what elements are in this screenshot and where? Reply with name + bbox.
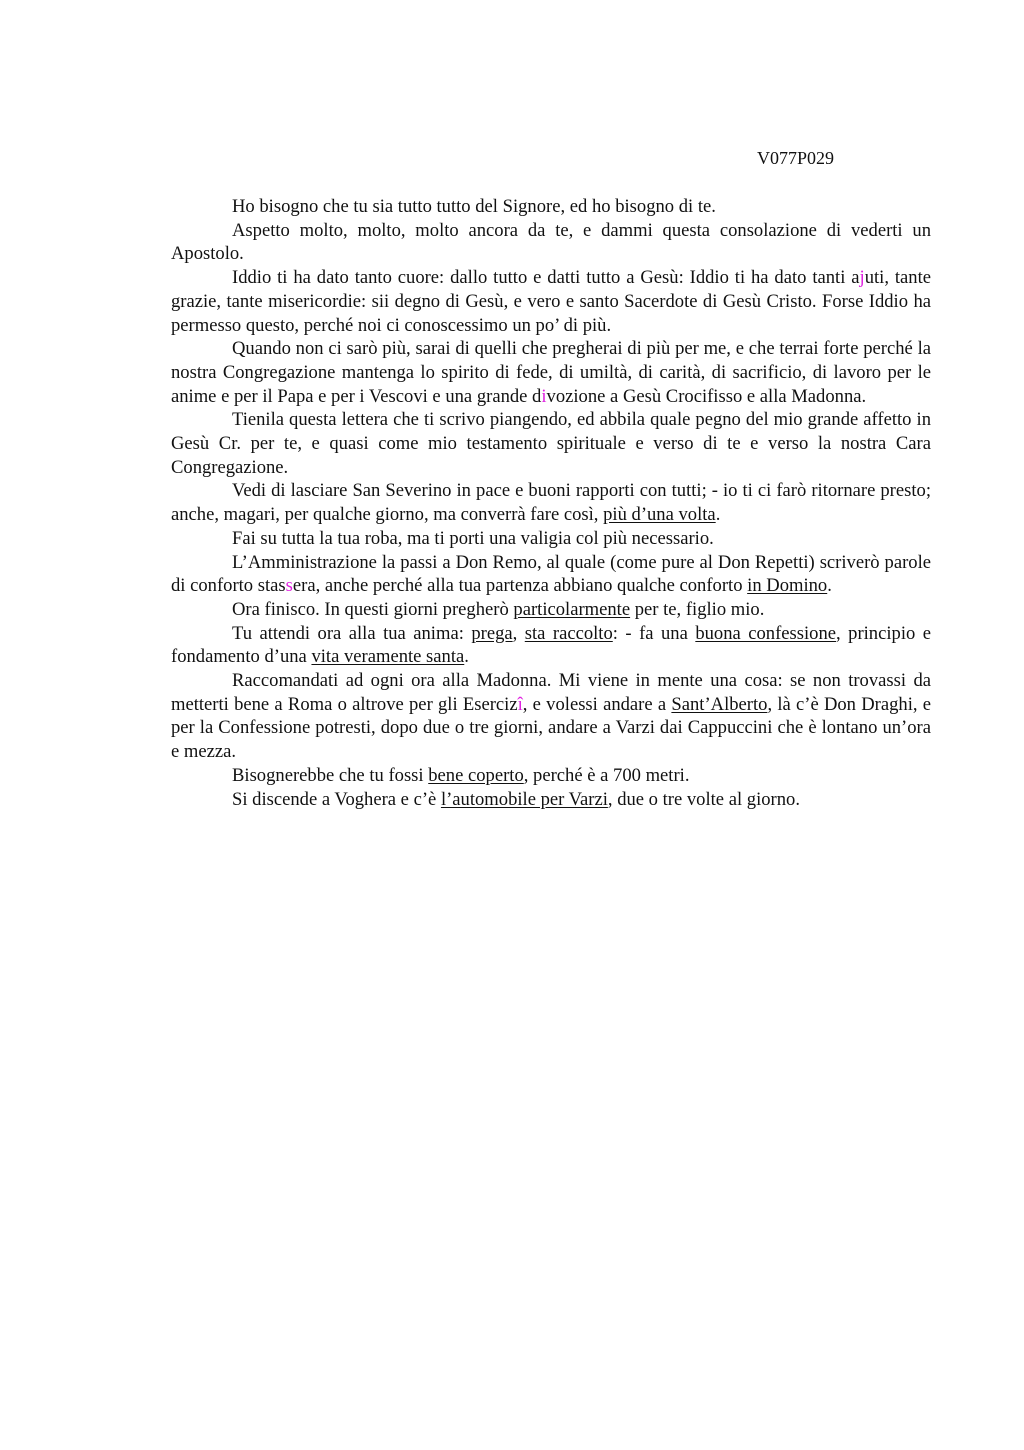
text-run: Fai su tutta la tua roba, ma ti porti una valigia col più necessario. xyxy=(232,527,714,549)
paragraph xyxy=(171,337,931,408)
underlined-text: prega xyxy=(471,622,513,644)
text-run: L’Amministrazione la passi a Don Remo, al quale (come pure al Don Repetti) scriverò parole di conforto stas xyxy=(171,551,931,597)
paragraph xyxy=(171,669,931,764)
paragraph xyxy=(171,598,931,622)
highlighted-char: i xyxy=(541,385,547,407)
text-run: , perché è a 700 metri. xyxy=(523,764,690,786)
underlined-text: l’automobile per Varzi xyxy=(440,788,608,810)
underlined-text: più d’una volta xyxy=(603,504,716,526)
paragraph xyxy=(171,195,931,219)
highlighted-char: j xyxy=(859,267,865,289)
text-run: Aspetto molto, molto, molto ancora da te, e dammi questa consolazione di vederti un Apostolo. xyxy=(171,219,931,265)
text-run: Quando non ci sarò più, sarai di quelli che pregherai di più per me, e che terrai forte perché la nostra Congregazione mantenga lo spirito di fede, di umiltà, di carità, di sacrificio, di lavoro per le anime e per il Papa e per i Vescovi e una grande d xyxy=(171,338,931,407)
paragraph xyxy=(171,408,931,479)
underlined-text: particolarmente xyxy=(513,598,631,620)
paragraph xyxy=(171,622,931,669)
paragraph xyxy=(171,788,931,812)
text-run: , due o tre volte al giorno. xyxy=(607,788,800,810)
text-run: Tienila questa lettera che ti scrivo piangendo, ed abbila quale pegno del mio grande affetto in Gesù Cr. per te, e quasi come mio testamento spirituale e verso di te e verso la nostra Cara Congregazione. xyxy=(171,409,931,478)
document-id: V077P029 xyxy=(757,148,835,168)
paragraph xyxy=(171,764,931,788)
text-run: Bisognerebbe che tu fossi xyxy=(232,764,429,786)
text-run: Ho bisogno che tu sia tutto tutto del Signore, ed ho bisogno di te. xyxy=(232,196,716,217)
highlighted-char: s xyxy=(285,575,293,597)
text-run: Vedi di lasciare San Severino in pace e buoni rapporti con tutti; - io ti ci farò ritornare presto; anche, magari, per qualche giorno, ma converrà fare così, xyxy=(171,480,931,526)
text-run: . xyxy=(827,575,832,597)
underlined-text: sta raccolto xyxy=(524,622,613,644)
underlined-text: Sant’Alberto xyxy=(671,693,768,715)
text-run: . xyxy=(464,646,469,668)
highlighted-char: î xyxy=(517,693,523,715)
paragraph xyxy=(171,266,931,337)
text-run: , principio e fondamento d’una xyxy=(171,622,932,668)
paragraph xyxy=(171,551,931,598)
text-run: , e volessi andare a xyxy=(522,693,672,715)
text-run: Si discende a Voghera e c’è xyxy=(232,788,441,810)
text-run: : - fa una xyxy=(612,622,696,644)
paragraph xyxy=(171,479,931,526)
text-run: Tu attendi ora alla tua anima: xyxy=(232,622,472,644)
text-run: uti, tante grazie, tante misericordie: sii degno di Gesù, e vero e santo Sacerdote di Gesù Cristo. Forse Iddio ha permesso questo, perché noi ci conoscessimo un po’ di più. xyxy=(171,267,932,336)
text-run: Ora finisco. In questi giorni pregherò xyxy=(232,598,514,620)
underlined-text: in Domino xyxy=(747,575,828,597)
underlined-text: bene coperto xyxy=(428,764,524,786)
underlined-text: buona confessione xyxy=(695,622,837,644)
paragraph xyxy=(171,219,931,266)
text-run: . xyxy=(715,504,721,526)
text-run: era, anche perché alla tua partenza abbiano qualche conforto xyxy=(292,575,748,597)
letter-body xyxy=(171,195,931,811)
text-run: , xyxy=(512,622,525,644)
text-run: , là c’è Don Draghi, e per la Confessione potresti, dopo due o tre giorni, andare a Varzi dai Cappuccini che è lontano un’ora e mezza. xyxy=(171,693,932,763)
text-run: per te, figlio mio. xyxy=(630,598,765,620)
underlined-text: vita veramente santa xyxy=(311,646,465,668)
text-run: Iddio ti ha dato tanto cuore: dallo tutto e datti tutto a Gesù: Iddio ti ha dato tanti a xyxy=(232,267,860,289)
paragraph xyxy=(171,527,931,551)
text-run: Raccomandati ad ogni ora alla Madonna. Mi viene in mente una cosa: se non trovassi da metterti bene a Roma o altrove per gli Eserciz xyxy=(171,670,931,715)
text-run: vozione a Gesù Crocifisso e alla Madonna. xyxy=(546,385,867,407)
